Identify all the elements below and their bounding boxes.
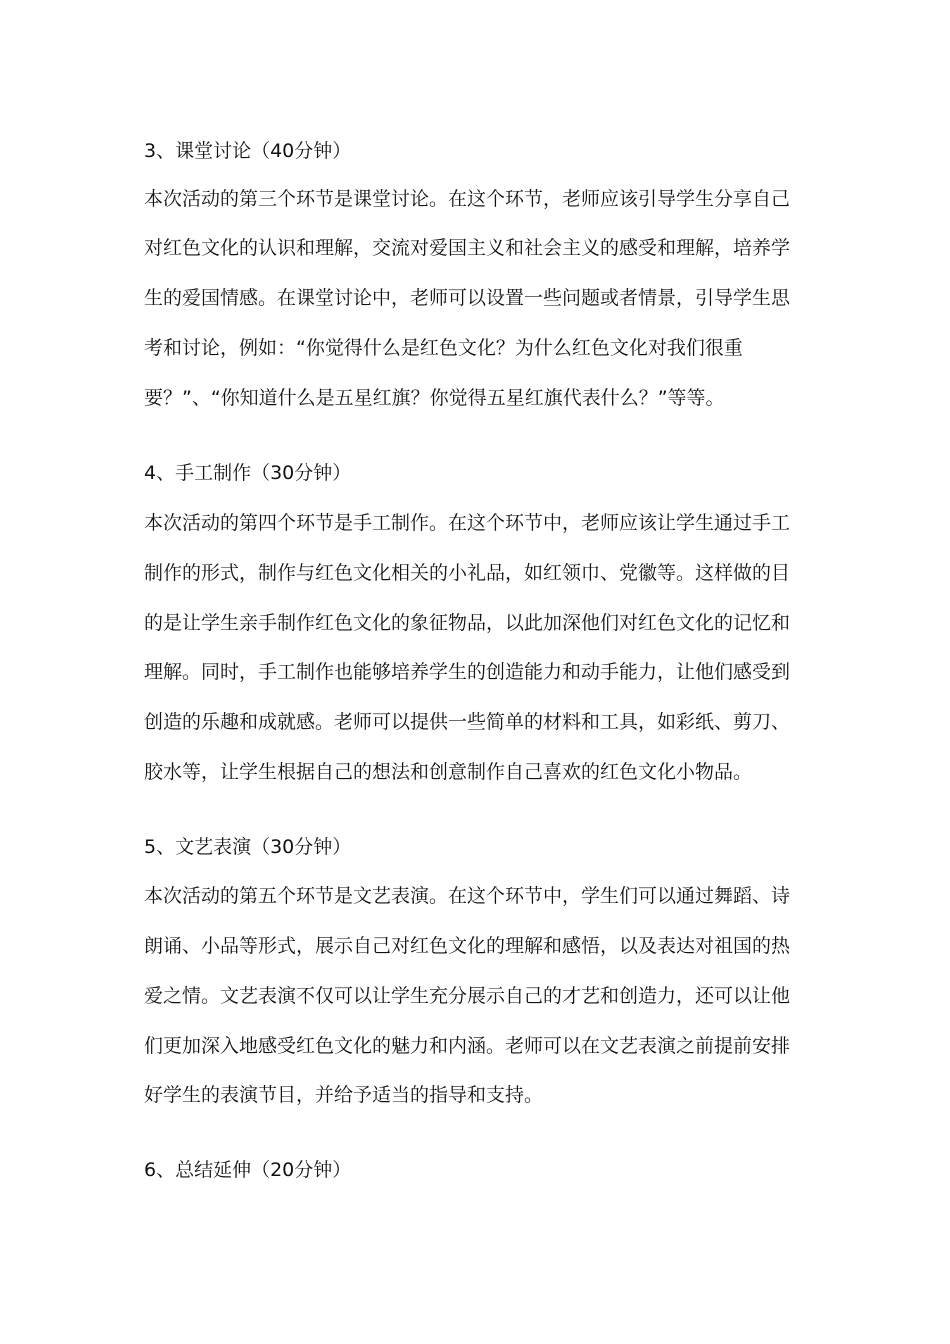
paragraph-line: 的是让学生亲手制作红色文化的象征物品，以此加深他们对红色文化的记忆和 [144, 612, 791, 634]
section-heading: 4、手工制作（30分钟） [144, 462, 352, 484]
paragraph-line: 好学生的表演节目，并给予适当的指导和支持。 [144, 1084, 544, 1106]
paragraph-line: 本次活动的第五个环节是文艺表演。在这个环节中，学生们可以通过舞蹈、诗 [144, 885, 791, 907]
paragraph-line: 制作的形式，制作与红色文化相关的小礼品，如红领巾、党徽等。这样做的目 [144, 562, 791, 584]
paragraph-line: 生的爱国情感。在课堂讨论中，老师可以设置一些问题或者情景，引导学生思 [144, 287, 791, 309]
paragraph-line: 本次活动的第四个环节是手工制作。在这个环节中，老师应该让学生通过手工 [144, 512, 791, 534]
section-heading: 5、文艺表演（30分钟） [144, 836, 352, 858]
paragraph-line: 们更加深入地感受红色文化的魅力和内涵。老师可以在文艺表演之前提前安排 [144, 1035, 791, 1057]
paragraph-line: 朗诵、小品等形式，展示自己对红色文化的理解和感悟，以及表达对祖国的热 [144, 935, 791, 957]
paragraph-line: 考和讨论，例如：“你觉得什么是红色文化？为什么红色文化对我们很重 [144, 337, 743, 359]
paragraph-line: 理解。同时，手工制作也能够培养学生的创造能力和动手能力，让他们感受到 [144, 661, 791, 683]
section-heading: 6、总结延伸（20分钟） [144, 1159, 352, 1181]
paragraph-line: 爱之情。文艺表演不仅可以让学生充分展示自己的才艺和创造力，还可以让他 [144, 985, 791, 1007]
section-heading: 3、课堂讨论（40分钟） [144, 140, 352, 162]
paragraph-line: 对红色文化的认识和理解，交流对爱国主义和社会主义的感受和理解，培养学 [144, 237, 791, 259]
paragraph-line: 创造的乐趣和成就感。老师可以提供一些简单的材料和工具，如彩纸、剪刀、 [144, 711, 791, 733]
paragraph-line: 胶水等，让学生根据自己的想法和创意制作自己喜欢的红色文化小物品。 [144, 761, 753, 783]
paragraph-line: 本次活动的第三个环节是课堂讨论。在这个环节，老师应该引导学生分享自己 [144, 188, 791, 210]
paragraph-line: 要？”、“你知道什么是五星红旗？你觉得五星红旗代表什么？”等等。 [144, 387, 725, 409]
